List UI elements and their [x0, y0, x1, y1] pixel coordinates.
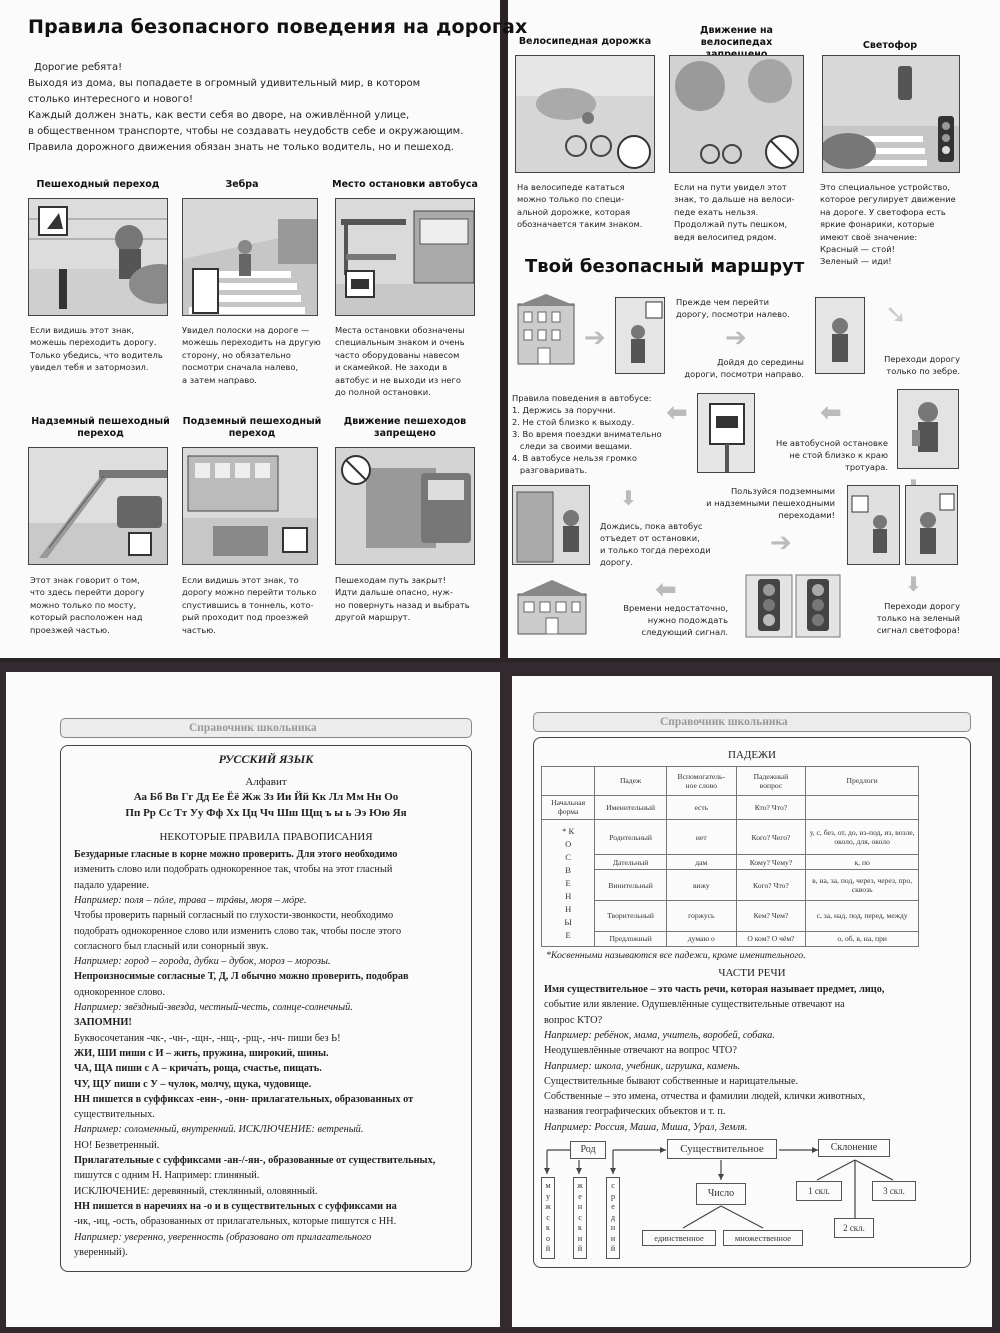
intro-line: Выходя из дома, вы попадаете в огромный удивительный мир, в котором [28, 78, 421, 89]
traffic-lights-icon [742, 573, 842, 639]
route-line: Пользуйся подземными [730, 486, 835, 496]
title-line: Движение пешеходов [343, 416, 467, 427]
text-line: Прилагательные с суффиксами -ан-/-ян-, образованные от существительных, [74, 1155, 436, 1166]
look-left-illustration [615, 297, 665, 374]
route-line: отъедет от остановки, [600, 533, 700, 543]
caption-line: ведя велосипед рядом. [674, 231, 777, 242]
card-caption [820, 181, 970, 268]
table-cell: Предложный [595, 931, 667, 946]
table-cell: вижу [666, 870, 736, 901]
caption-line: специальным знаком и очень [335, 337, 465, 348]
gender-label: ж е н с к и й [577, 1181, 583, 1253]
card-caption [517, 181, 662, 231]
bus-rule-line: 1. Держись за поручни. [512, 405, 616, 415]
caption-line: частью. [182, 624, 216, 635]
text-line: Например: Россия, Маша, Миша, Урал, Земля. [544, 1121, 748, 1133]
crossing-kids-illustration [905, 485, 958, 565]
crosswalk-illustration [28, 198, 168, 316]
diagram-feminine-box [573, 1177, 587, 1259]
caption-line: Идти дальше опасно, нуж- [335, 587, 453, 598]
table-first-col: Начальная форма [542, 795, 595, 820]
route-line: Прежде чем перейти [676, 297, 769, 307]
route-line: Времени недостаточно, [623, 603, 728, 613]
route-step-green-light [845, 600, 960, 636]
route-step-use-crossings [700, 485, 835, 521]
title-line: переход [77, 428, 124, 439]
school-icon [512, 578, 592, 638]
title-line: Подземный пешеходный [182, 416, 322, 427]
caption-line: до полной остановки. [335, 387, 431, 398]
table-cell: о, об, в, на, при [806, 931, 919, 946]
table-cell: Кто? Что? [736, 795, 806, 820]
caption-line: обозначается таким знаком. [517, 219, 643, 230]
parts-title: ЧАСТИ РЕЧИ [718, 967, 786, 979]
bus-stop-illustration [335, 198, 475, 316]
table-cell: Именительный [595, 795, 667, 820]
cases-table [541, 766, 919, 947]
card-caption [182, 574, 332, 636]
title-line: запрещено [374, 428, 436, 439]
text-line: Безударные гласные в корне можно проверить. Для этого необходимо [74, 849, 398, 860]
diagram-plural-box: множественное [723, 1230, 803, 1246]
route-line: и только тогда переходи [600, 545, 711, 555]
caption-line: рый проходит под проезжей [182, 612, 309, 623]
text-line: событие или явление. Одушевлённые существительные отвечают на [544, 999, 845, 1011]
gender-label: м у ж с к о й [545, 1181, 551, 1253]
route-line: дорогу. [600, 557, 634, 567]
parts-text [544, 982, 964, 1142]
intro-line: Правила дорожного движения обязан знать не только водитель, но и пешеход. [28, 142, 454, 153]
reference-header: Справочник школьника [533, 712, 971, 732]
caption-line: посмотри сначала налево, [182, 362, 299, 373]
route-line: переходами! [778, 510, 835, 520]
table-cell: Кому? Чему? [736, 854, 806, 869]
table-cell: у, с, без, от, до, из-под, из, возле, около, для, около [806, 820, 919, 855]
text-line: изменить слово или подобрать однокоренное так, чтобы на этот гласный [74, 864, 393, 876]
table-cell: к, по [806, 854, 919, 869]
rules-text [74, 847, 464, 1262]
text-line: НН пишется в суффиксах -енн-, -онн- прилагательных, образованных от [74, 1093, 414, 1105]
caption-line: спустившись в тоннель, кото- [182, 599, 314, 610]
diagram-decl-3-box: 3 скл. [872, 1181, 916, 1201]
bus-rule-line: Правила поведения в автобусе: [512, 393, 652, 403]
intro-text [28, 60, 478, 156]
caption-line: Если на пути увидел этот [674, 182, 787, 192]
caption-line: альной дорожке, которая [517, 206, 631, 217]
caption-line: Этот знак говорит о том, [30, 575, 140, 585]
russian-title: РУССКИЙ ЯЗЫК [218, 752, 314, 766]
table-oblique-label: * К О С В Е Н Н Ы Е [542, 820, 595, 947]
arrow-left-icon: ⬅ [820, 398, 842, 428]
text-line: ЧУ, ЩУ пиши с У – чулок, молчу, щука, чудовище. [74, 1078, 312, 1090]
table-cell: Винительный [595, 870, 667, 901]
text-line: Например: ребёнок, мама, учитель, воробей, собака. [544, 1029, 775, 1041]
arrow-right-icon: ➔ [770, 528, 792, 558]
diagram-decl-2-box: 2 скл. [834, 1218, 874, 1238]
table-cell: О ком? О чём? [736, 931, 806, 946]
card-caption [30, 574, 175, 636]
bus-rule-line: 4. В автобусе нельзя громко [512, 453, 637, 463]
route-step-look-left [676, 296, 790, 320]
table-cell: Кого? Что? [736, 870, 806, 901]
diagram-noun-box: Существительное [667, 1139, 777, 1159]
text-line: ЧА, ЩА пиши с А – крича́ть, роща, счастье, пищать. [74, 1063, 322, 1075]
caption-line: имеют своё значение: [820, 231, 918, 242]
text-line: существительных. [74, 1109, 155, 1121]
arrow-down-icon: ⬇ [620, 486, 637, 510]
text-line: НН пишется в наречиях на -о и в существительных с суффиксами на [74, 1200, 397, 1212]
route-line: Переходи дорогу [884, 601, 960, 611]
caption-line: на дороге. У светофора есть [820, 206, 946, 217]
caption-line: Места остановки обозначены [335, 325, 465, 335]
alphabet-line-2: Пп Рр Сс Тт Уу Фф Хх Цц Чч Шш Щщ ъ ы ь Ээ Юю Яя [125, 807, 407, 819]
text-line: Неодушевлённые отвечают на вопрос ЧТО? [544, 1045, 737, 1057]
route-line: Дойдя до середины [717, 357, 804, 367]
route-line: дорогу, посмотри налево. [676, 309, 790, 319]
text-line: падало ударение. [74, 879, 150, 891]
table-cell: Родительный [595, 820, 667, 855]
text-line: ИСКЛЮЧЕНИЕ: деревянный, стеклянный, оловянный. [74, 1185, 318, 1197]
intro-line: Каждый должен знать, как вести себя во дворе, на оживлённой улице, [28, 110, 410, 121]
table-header: Предлоги [806, 767, 919, 796]
gender-label: с р е д н и й [610, 1181, 616, 1253]
text-line: уверенный). [74, 1246, 128, 1258]
table-cell [806, 795, 919, 820]
card-title-traffic-light: Светофор [862, 40, 918, 51]
table-cell: в, на, за, под, через, через, про, сквозь [806, 870, 919, 901]
caption-line: Только убедись, что водитель [30, 349, 163, 360]
caption-line: другой маршрут. [335, 612, 411, 623]
table-header: Вспомогатель- ное слово [666, 767, 736, 796]
arrow-down-icon: ⬇ [905, 572, 922, 596]
zebra-kid-illustration [897, 389, 959, 469]
text-line: названия географических объектов и т. п. [544, 1106, 726, 1118]
caption-line: Это специальное устройство, [820, 182, 951, 192]
route-step-wait-signal [610, 602, 728, 638]
diagram-gender-box: Род [570, 1141, 606, 1159]
caption-line: увидел тебя и затормозил. [30, 362, 149, 373]
table-cell: думаю о [666, 931, 736, 946]
caption-line: сторону, но обязательно [182, 349, 291, 360]
bus-rule-line: 3. Во время поездки внимательно [512, 429, 662, 439]
table-cell: нет [666, 820, 736, 855]
text-line: Например: звёздный-звезда, честный-честь, солнце-солнечный. [74, 1002, 353, 1013]
route-line: только на зеленый [876, 613, 960, 623]
diagram-decl-1-box: 1 скл. [796, 1181, 842, 1201]
caption-line: Если видишь этот знак, то [182, 575, 299, 585]
arrow-right-icon: ➔ [584, 323, 606, 353]
card-caption [30, 324, 175, 374]
table-cell: с, за, над, под, перед, между [806, 900, 919, 931]
traffic-light-illustration [822, 55, 960, 173]
rules-title: НЕКОТОРЫЕ ПРАВИЛА ПРАВОПИСАНИЯ [159, 831, 373, 843]
diagram-number-box: Число [696, 1183, 746, 1205]
no-pedestrians-illustration [335, 447, 475, 565]
caption-line: проезжей частью. [30, 624, 110, 635]
text-line: Имя существительное – это часть речи, которая называет предмет, лицо, [544, 984, 885, 995]
route-line: дороги, посмотри направо. [684, 369, 804, 379]
text-line: вопрос КТО? [544, 1014, 603, 1026]
card-caption [335, 324, 485, 398]
table-cell: Кем? Чем? [736, 900, 806, 931]
caption-line: знак, то дальше на велоси- [674, 194, 795, 205]
underpass-kids-illustration [847, 485, 900, 565]
route-line: тротуара. [845, 462, 888, 472]
route-step-bus-stop [768, 437, 888, 473]
caption-line: Продолжай путь пешком, [674, 219, 788, 230]
underpass-illustration [182, 447, 318, 565]
table-corner [542, 767, 595, 796]
text-line: Например: соломенный, внутренний. ИСКЛЮЧЕНИЕ: ветреный. [74, 1124, 364, 1136]
caption-line: На велосипеде кататься [517, 182, 625, 192]
caption-line: часто оборудованы навесом [335, 349, 460, 360]
table-header: Падеж [595, 767, 667, 796]
caption-line: Красный — стой! [820, 244, 895, 255]
text-line: Непроизносимые согласные Т, Д, Л обычно можно проверить, подобрав [74, 971, 409, 983]
middle-road-illustration [815, 297, 865, 374]
intro-line: в общественном транспорте, чтобы не создавать неудобств себе и окружающим. [28, 126, 464, 137]
text-line: Чтобы проверить парный согласный по глухости-звонкости, необходимо [74, 910, 394, 922]
table-header: Падежный вопрос [736, 767, 806, 796]
bus-rule-line: следи за своими вещами. [512, 441, 633, 451]
caption-line: Увидел полоски на дороге — [182, 325, 310, 335]
caption-line: Зеленый — иди! [820, 256, 892, 267]
caption-line: которое регулирует движение [820, 194, 956, 205]
text-line: пишутся с одним Н. Например: глиняный. [74, 1170, 260, 1182]
caption-line: педе ехать нельзя. [674, 206, 759, 217]
bus-stop-sign-illustration [697, 393, 755, 473]
reference-header: Справочник школьника [60, 718, 472, 738]
diagram-singular-box: единственное [642, 1230, 716, 1246]
card-caption [182, 324, 332, 386]
caption-line: можно только по специ- [517, 194, 625, 205]
bike-lane-illustration [515, 55, 655, 173]
caption-line: автобус и не выходи из него [335, 374, 461, 385]
bus-rules-list [512, 392, 662, 476]
text-line: Например: город – города, дубки – дубок, мороз – морозы. [74, 956, 331, 968]
route-line: Переходи дорогу [884, 354, 960, 364]
no-bikes-illustration [669, 55, 804, 173]
card-caption [674, 181, 819, 243]
caption-line: яркие фонарики, которые [820, 219, 935, 230]
card-title-zebra: Зебра [225, 179, 259, 190]
text-line: согласного был гласный или сонорный звук. [74, 940, 269, 952]
route-line: и надземными пешеходными [706, 498, 835, 508]
table-cell: горжусь [666, 900, 736, 931]
text-line: Собственные – это имена, отчества и фамилии людей, клички животных, [544, 1091, 866, 1103]
caption-line: и скамейкой. Не заходи в [335, 362, 448, 373]
diagram-neuter-box [606, 1177, 620, 1259]
route-line: нужно подождать [647, 615, 728, 625]
arrow-left-icon: ⬅ [655, 575, 677, 605]
zebra-illustration [182, 198, 318, 316]
text-line: Например: школа, учебник, игрушка, камень. [544, 1060, 741, 1072]
table-cell: Творительный [595, 900, 667, 931]
route-line: Не автобусной остановке [775, 438, 888, 448]
diagram-masculine-box [541, 1177, 555, 1259]
route-line: следующий сигнал. [641, 627, 728, 637]
route-line: только по зебре. [886, 366, 960, 376]
table-footnote: *Косвенными называются все падежи, кроме именительного. [546, 950, 806, 961]
arrow-left-icon: ⬅ [666, 398, 688, 428]
table-cell: Кого? Чего? [736, 820, 806, 855]
caption-line: но повернуть назад и выбрать [335, 599, 470, 610]
card-title-bike-lane: Велосипедная дорожка [518, 36, 652, 47]
title-line: Движение на велосипедах [700, 25, 773, 48]
table-cell: есть [666, 795, 736, 820]
text-line: -ик, -иц, -ость, образованных от прилагательных, которые пишутся с НН. [74, 1216, 397, 1228]
card-title-no-pedestrians [330, 416, 480, 440]
caption-line: дорогу можно перейти только [182, 587, 317, 598]
card-caption [335, 574, 485, 624]
card-title-overpass [28, 416, 173, 440]
route-title: Твой безопасный маршрут [525, 256, 805, 277]
alphabet-label: Алфавит [245, 776, 287, 788]
text-line: Например: уверенно, уверенность (образовано от прилагательного [74, 1231, 372, 1243]
text-line: Например: поля – пóле, трава – трáвы, моря – мóре. [74, 894, 307, 906]
caption-line: а затем направо. [182, 374, 257, 385]
page-title: Правила безопасного поведения на дорогах [28, 16, 528, 38]
house-icon [512, 292, 582, 372]
route-line: сигнал светофора! [876, 625, 960, 635]
caption-line: можешь переходить на другую [182, 337, 321, 348]
curved-arrow-icon: ➘ [885, 300, 907, 330]
card-title-underpass [182, 416, 322, 440]
card-title-crosswalk: Пешеходный переход [36, 179, 160, 190]
caption-line: который расположен над [30, 612, 143, 623]
text-line: ЖИ, ШИ пиши с И – жить, пружина, широкий, шины. [74, 1047, 329, 1059]
bus-rule-line: разговаривать. [512, 465, 588, 475]
caption-line: можешь переходить дорогу. [30, 337, 157, 348]
caption-line: можно только по мосту, [30, 599, 137, 610]
text-line: ЗАПОМНИ! [74, 1017, 132, 1029]
alphabet-line-1: Аа Бб Вв Гг Дд Ее Ёё Жж Зз Ии Йй Кк Лл Мм Нн Оо [133, 791, 399, 803]
table-cell: дам [666, 854, 736, 869]
text-line: однокоренное слово. [74, 986, 165, 998]
text-line: Существительные бывают собственные и нарицательные. [544, 1075, 799, 1087]
text-line: НО! Безветренный. [74, 1139, 160, 1151]
title-line: Надземный пешеходный [31, 416, 170, 427]
overpass-illustration [28, 447, 168, 565]
caption-line: Если видишь этот знак, [30, 325, 135, 335]
table-cell: Дательный [595, 854, 667, 869]
card-title-bus-stop: Место остановки автобуса [332, 179, 478, 190]
route-line: Дождись, пока автобус [600, 521, 703, 531]
text-line: подобрать однокоренное слово или изменить слово так, чтобы после этого [74, 925, 402, 937]
diagram-declension-box: Склонение [818, 1139, 890, 1157]
intro-line: Дорогие ребята! [34, 62, 123, 73]
route-step-wait-bus [600, 520, 711, 568]
cases-title: ПАДЕЖИ [728, 749, 776, 761]
bus-waiting-illustration [512, 485, 590, 565]
text-line: Буквосочетания -чк-, -чн-, -щн-, -нщ-, -рщ-, -нч- пиши без Ь! [74, 1032, 341, 1044]
bus-rule-line: 2. Не стой близко к выходу. [512, 417, 635, 427]
title-line: переход [228, 428, 276, 439]
arrow-right-icon: ➔ [725, 323, 747, 353]
caption-line: Пешеходам путь закрыт! [335, 575, 446, 585]
route-step-look-right [676, 356, 804, 380]
route-line: не стой близко к краю [789, 450, 888, 460]
route-step-zebra [875, 353, 960, 377]
intro-line: столько интересного и нового! [28, 94, 194, 105]
caption-line: что здесь перейти дорогу [30, 587, 145, 598]
